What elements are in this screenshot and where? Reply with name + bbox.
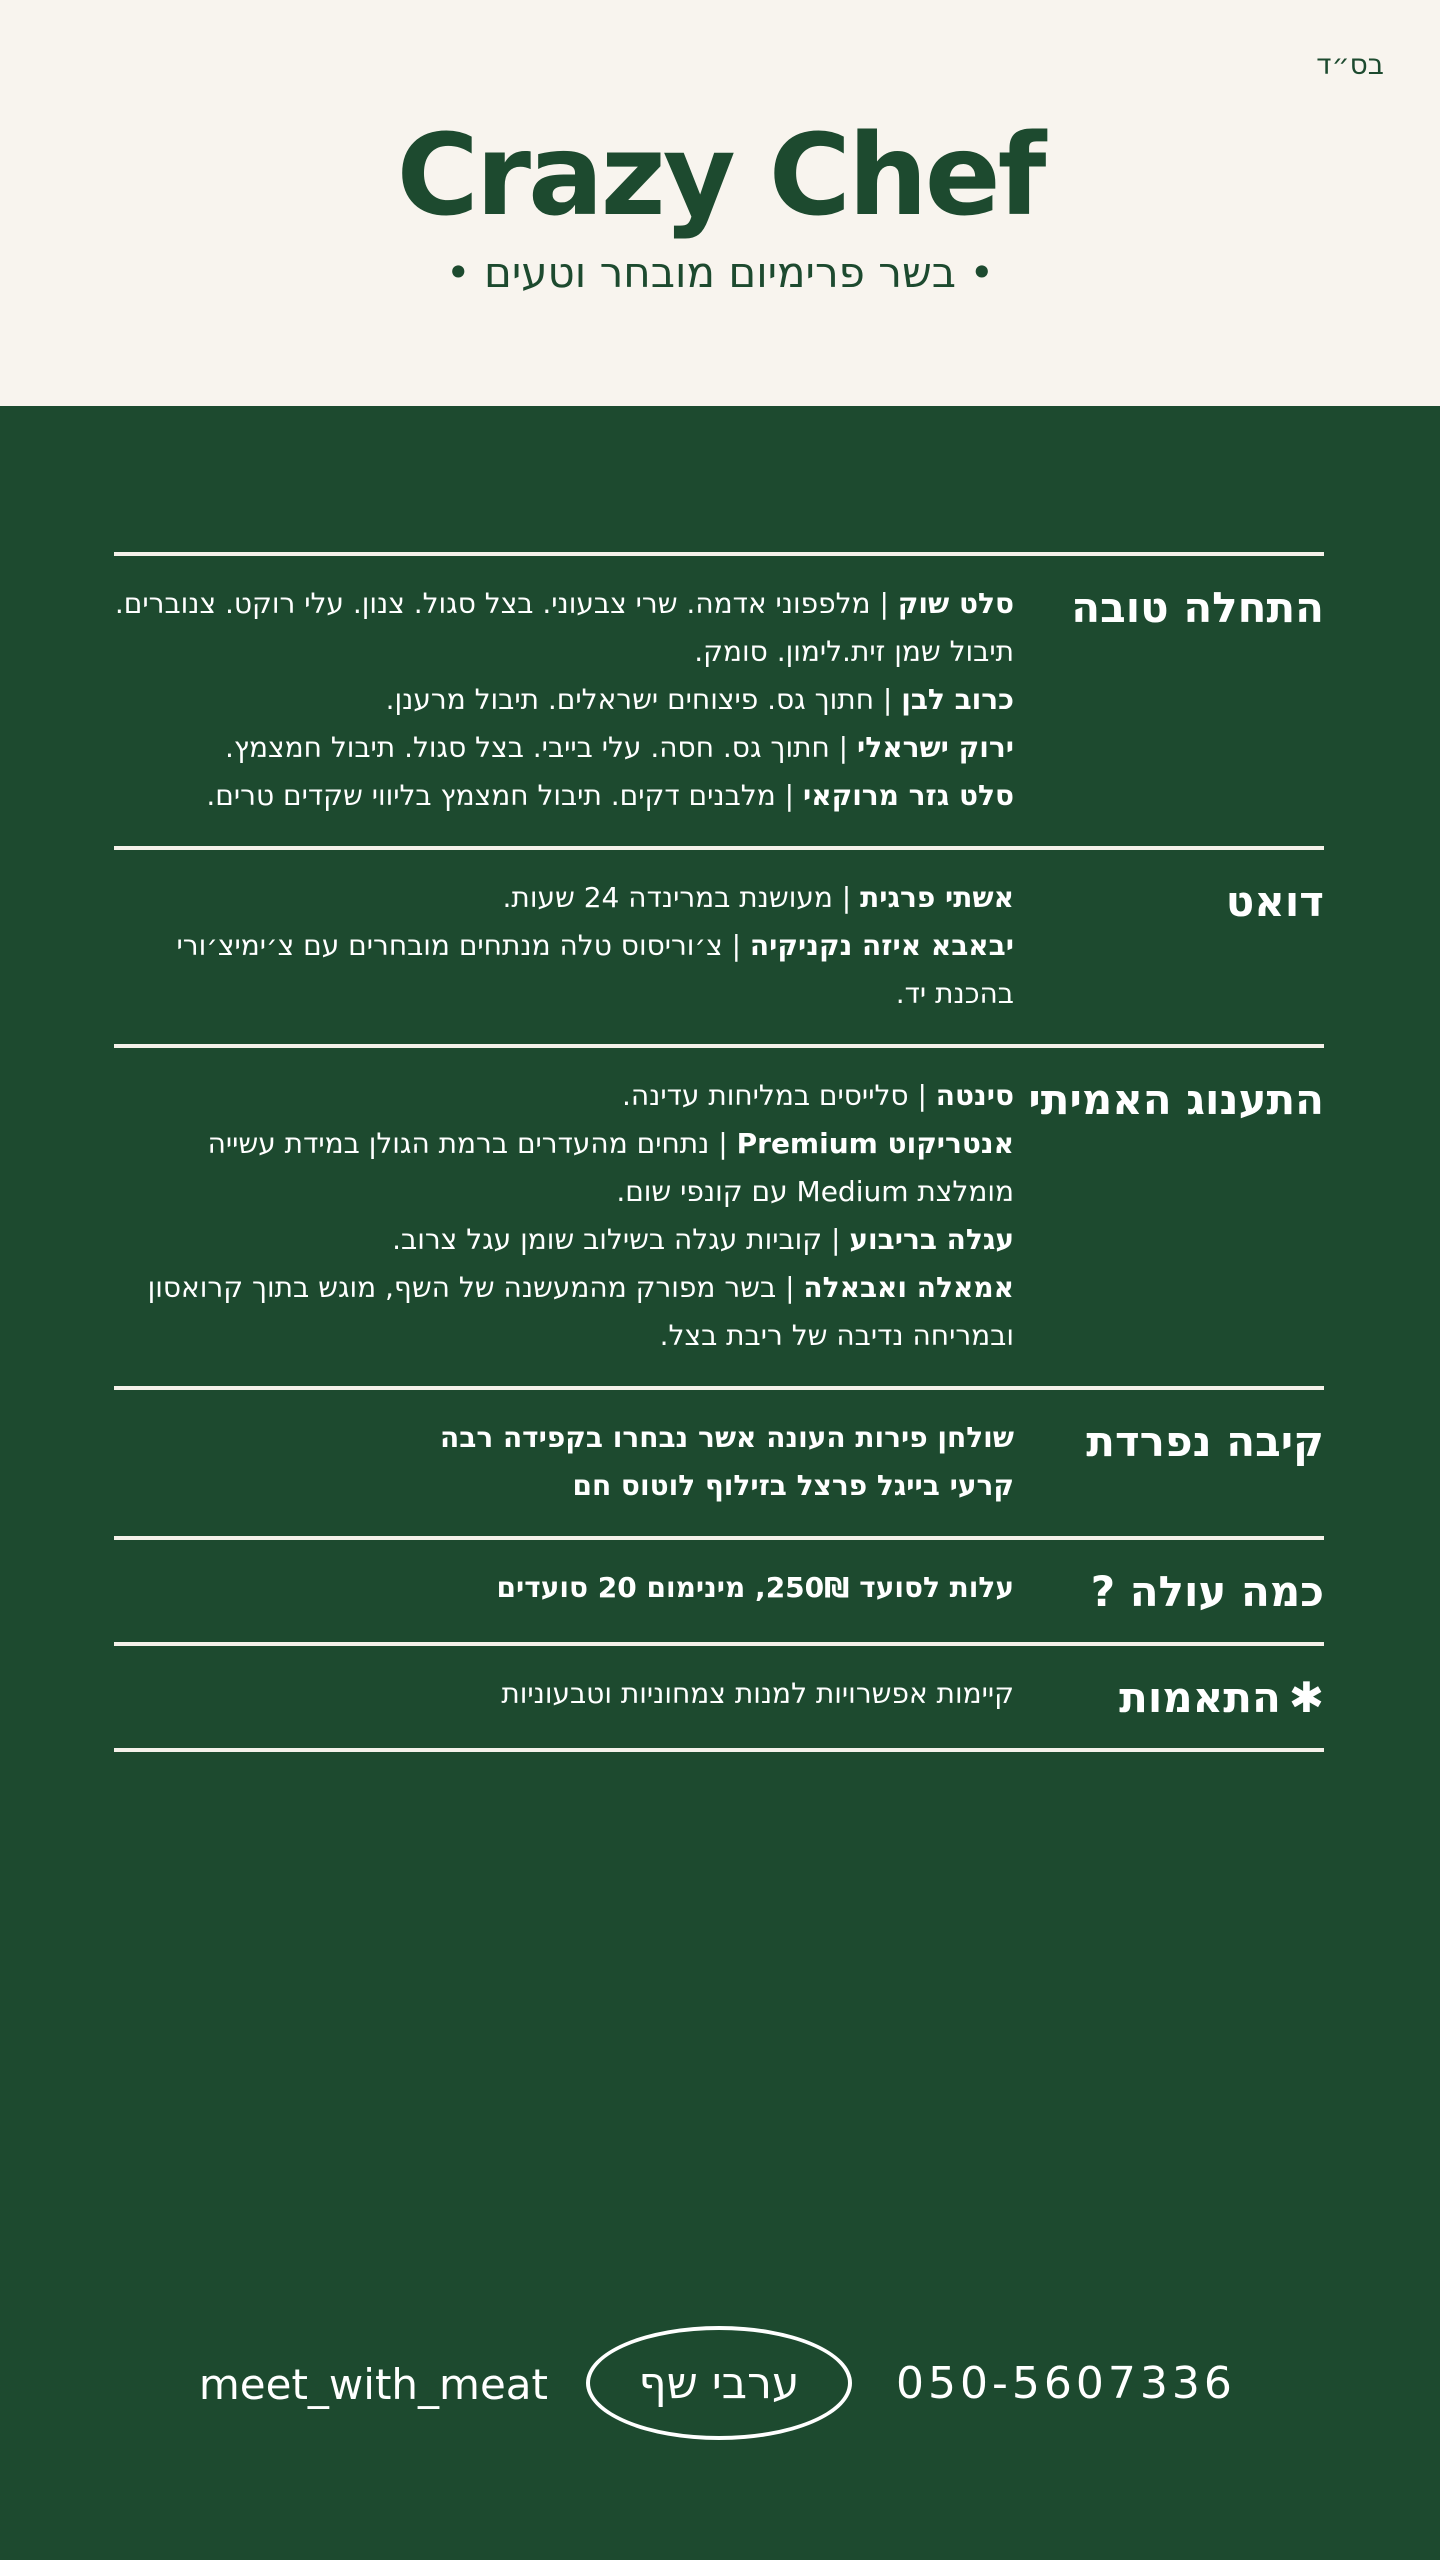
chef-logo	[586, 2326, 852, 2440]
item-separator: |	[776, 1271, 804, 1304]
item-description: צ׳וריסוס טלה מנתחים מובחרים עם צ׳ימיצ׳ורי בהכנת יד.	[176, 929, 1014, 1010]
item-name: אמאלה ואבאלה	[803, 1271, 1014, 1304]
item-separator: |	[722, 929, 750, 962]
item-separator: |	[822, 1223, 850, 1256]
menu-item	[114, 1264, 1014, 1360]
item-separator: |	[832, 881, 861, 914]
item-separator: |	[709, 1127, 737, 1160]
item-description: קוביות עגלה בשילוב שומן עגל צרוב.	[392, 1223, 823, 1256]
item-description: מלפפוני אדמה. שרי צבעוני. בצל סגול. צנון. עלי רוקט. צנוברים. תיבול שמן זית.לימון. סומק.	[114, 587, 1014, 668]
item-separator: |	[775, 779, 803, 812]
menu-section-dessert	[114, 1390, 1324, 1540]
item-description: נתחים מהעדרים ברמת הגולן במידת עשייה מומלצת Medium עם קונפי שום.	[207, 1127, 1014, 1208]
section-title	[1014, 1670, 1324, 1722]
item-description: סלייסים במליחות עדינה.	[621, 1079, 909, 1112]
section-body	[114, 1564, 1014, 1616]
menu-item	[114, 1072, 1014, 1120]
menu-section-adjustments	[114, 1646, 1324, 1752]
header	[0, 0, 1440, 406]
menu-item	[114, 580, 1014, 676]
item-name: אנטריקוט Premium	[736, 1127, 1014, 1160]
menu-section-duet	[114, 850, 1324, 1048]
instagram-handle: meet_with_meat	[198, 2360, 548, 2409]
phone-number: 050-5607336	[896, 2358, 1236, 2409]
dessert-line: קרעי בייגל פרצל בזילוף לוטוס חם	[572, 1469, 1014, 1502]
item-separator: |	[908, 1079, 936, 1112]
asterisk-icon: ✱	[1288, 1673, 1324, 1722]
item-description: חתוך גס. פיצוחים ישראלים. תיבול מרענן.	[385, 683, 874, 716]
item-separator: |	[829, 731, 858, 764]
item-name: סלט שוק	[897, 587, 1014, 620]
footer	[0, 2322, 1440, 2452]
menu-item	[114, 1216, 1014, 1264]
item-description: מעושנת במרינדה 24 שעות.	[502, 881, 833, 914]
chef-logo-text: ערבי שף	[638, 2357, 800, 2409]
section-title: התחלה טובה	[1071, 583, 1324, 632]
item-description: בשר מפורק מהמעשנה של השף, מוגש בתוך קרואסון ובמריחה נדיבה של ריבת בצל.	[147, 1271, 1014, 1352]
section-title: כמה עולה ?	[1090, 1567, 1324, 1616]
section-title: דואט	[1225, 877, 1324, 926]
bsd-mark: בס״ד	[1316, 48, 1384, 81]
menu-item	[114, 1120, 1014, 1216]
menu-section-starters	[114, 556, 1324, 850]
section-body	[114, 1670, 1014, 1722]
item-name: עגלה בריבוע	[849, 1223, 1014, 1256]
item-name: כרוב לבן	[901, 683, 1014, 716]
section-title: קיבה נפרדת	[1086, 1417, 1324, 1466]
adjustments-note: קיימות אפשרויות למנות צמחוניות וטבעוניות	[501, 1677, 1014, 1710]
price-line: עלות לסועד 250₪, מינימום 20 סועדים	[496, 1571, 1014, 1604]
item-name: יבאבא איזה נקניקיה	[749, 929, 1014, 962]
item-name: סלט גזר מרוקאי	[802, 779, 1014, 812]
section-title: התענוג האמיתי	[1028, 1075, 1324, 1124]
item-name: סינטה	[935, 1079, 1014, 1112]
menu-item	[114, 922, 1014, 1018]
section-title-text: התאמות	[1119, 1673, 1281, 1722]
menu-item	[114, 724, 1014, 772]
menu-item	[114, 676, 1014, 724]
menu-section-main	[114, 1048, 1324, 1390]
item-description: מלבנים דקים. תיבול חמצמץ בליווי שקדים טרים.	[206, 779, 776, 812]
section-body	[114, 580, 1014, 820]
menu-section-price	[114, 1540, 1324, 1646]
item-name: אשתי פרגית	[860, 881, 1014, 914]
menu-item	[114, 772, 1014, 820]
menu-item	[114, 874, 1014, 922]
page-subtitle: • בשר פרימיום מובחר וטעים •	[445, 248, 995, 297]
section-body	[114, 1072, 1014, 1360]
section-body	[114, 1414, 1014, 1510]
item-description: חתוך גס. חסה. עלי בייבי. בצל סגול. תיבול חמצמץ.	[224, 731, 830, 764]
item-separator: |	[870, 587, 898, 620]
item-separator: |	[873, 683, 902, 716]
section-body	[114, 874, 1014, 1018]
item-name: ירוק ישראלי	[857, 731, 1014, 764]
menu	[114, 552, 1324, 1752]
dessert-line: שולחן פירות העונה אשר נבחרו בקפידה רבה	[440, 1421, 1014, 1454]
page-title: Crazy Chef	[396, 111, 1044, 241]
